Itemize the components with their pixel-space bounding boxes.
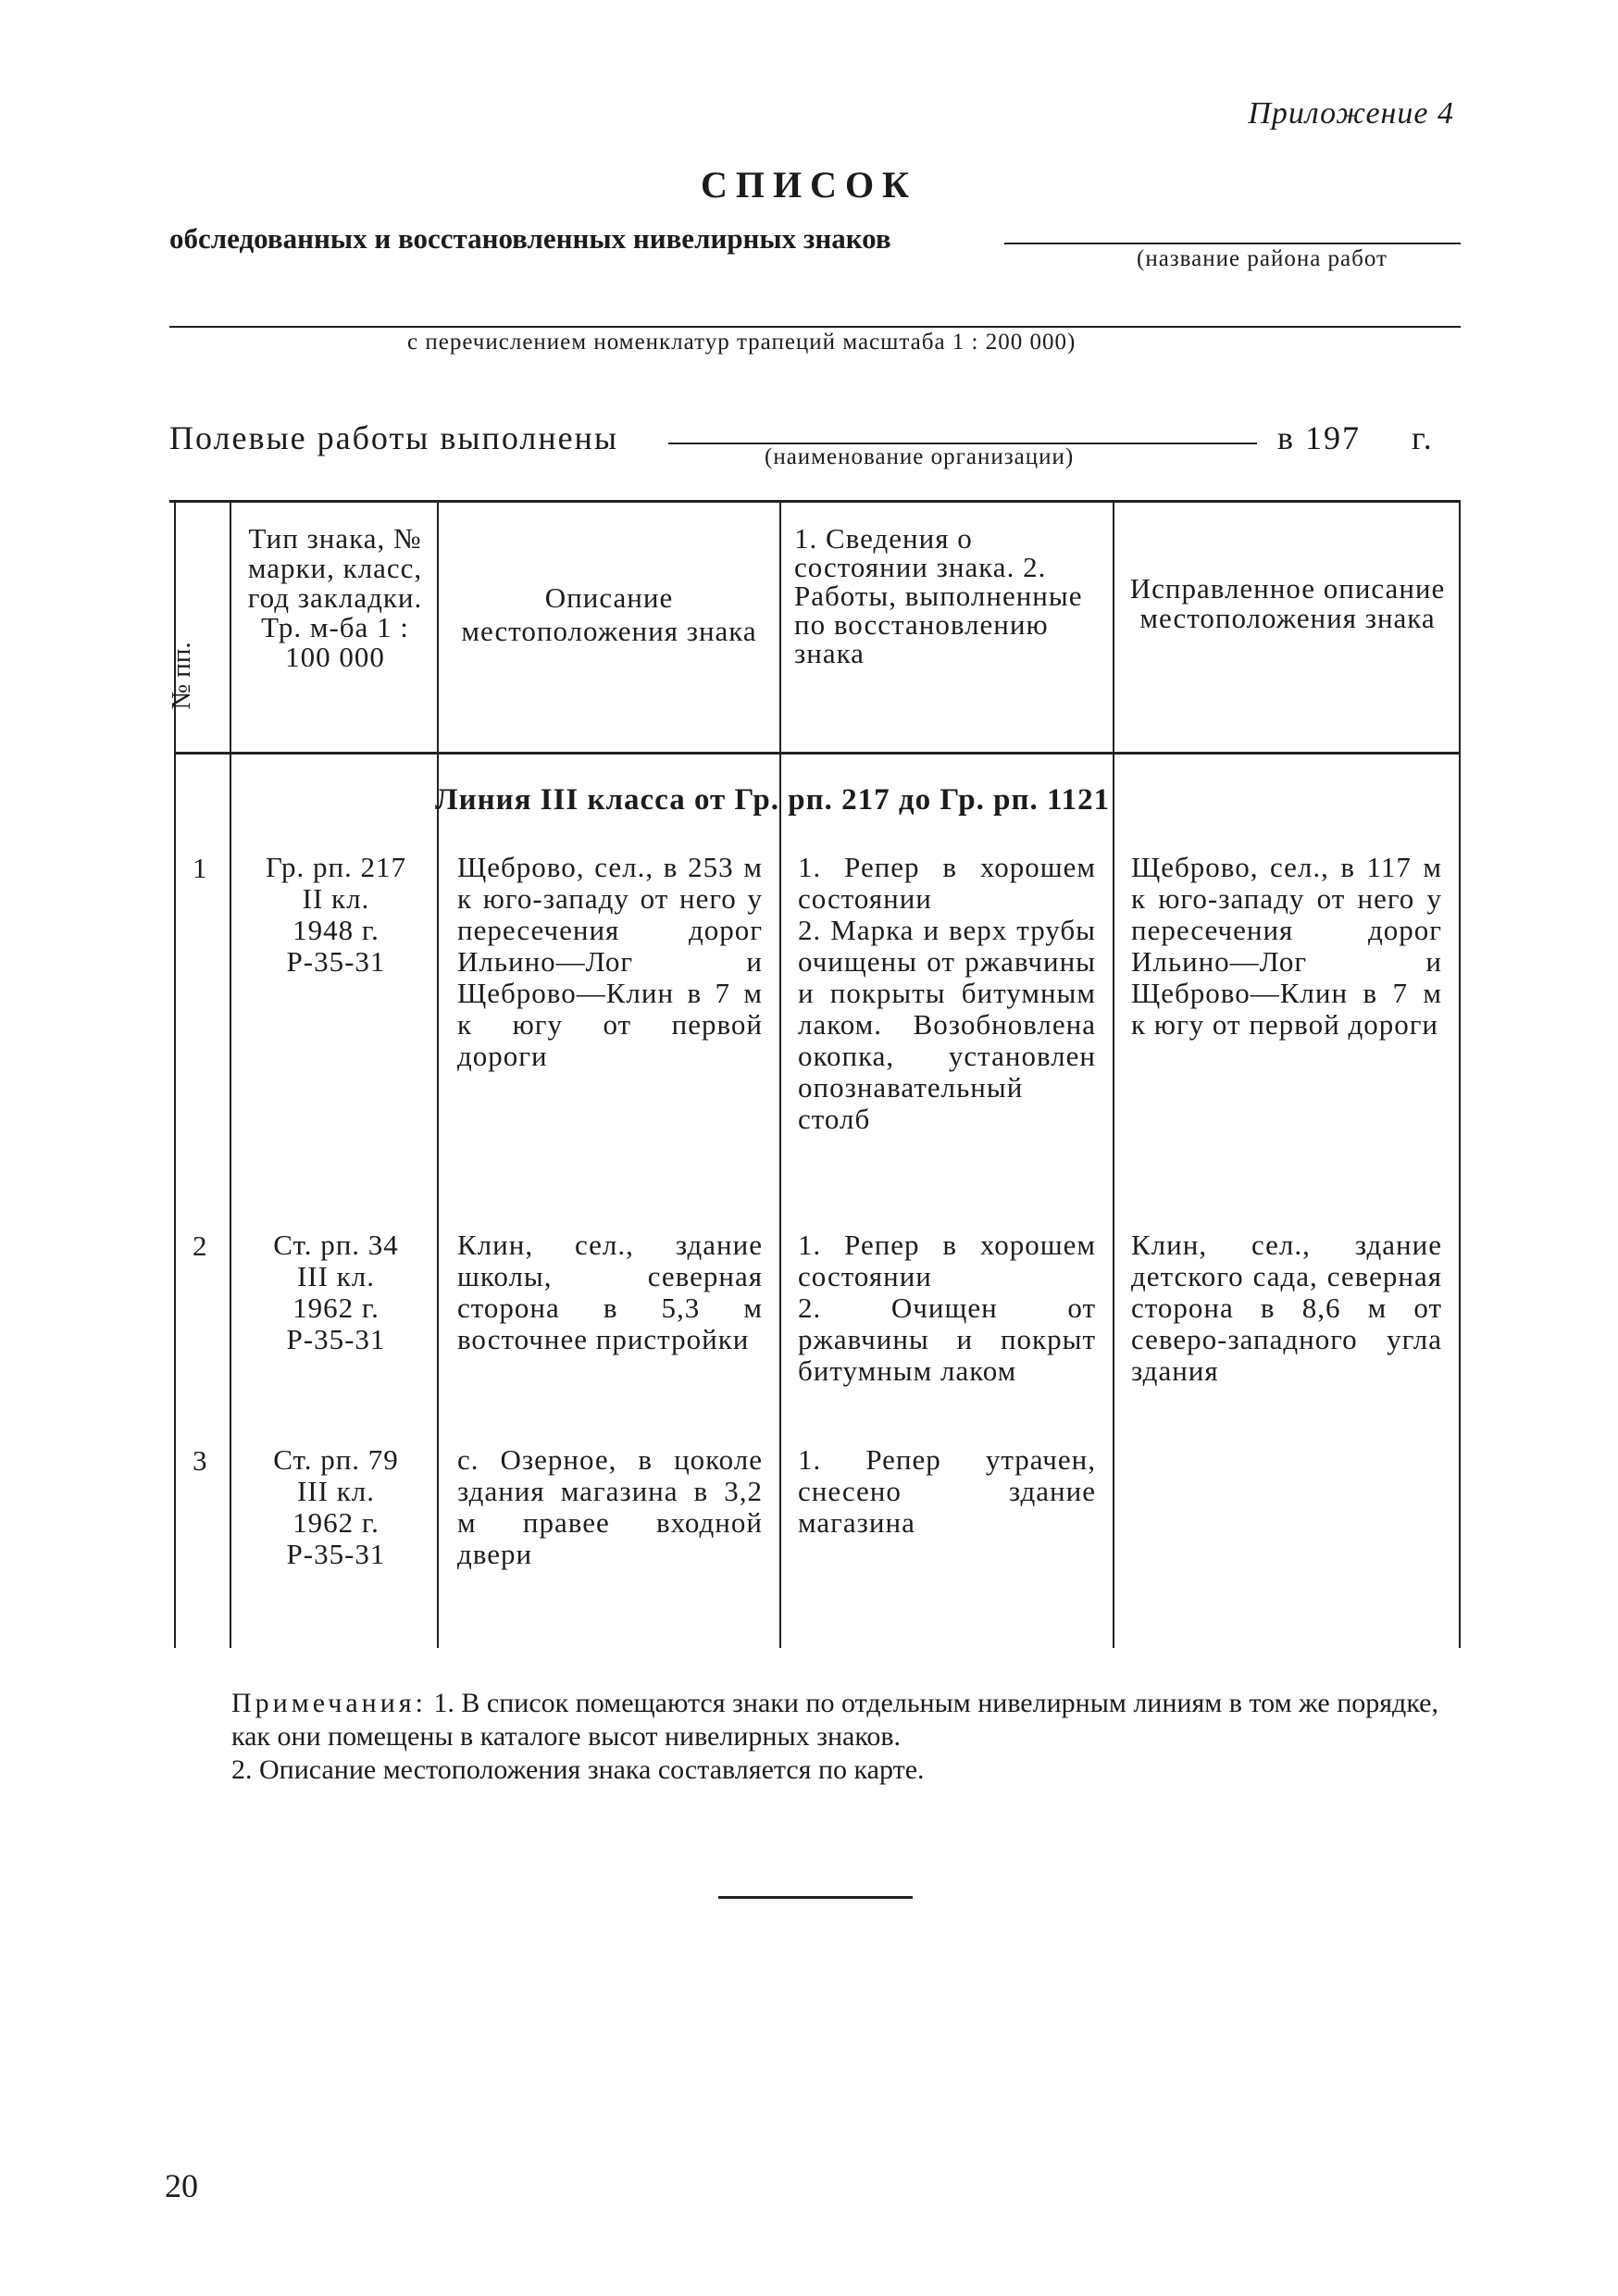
- table-header-separator: [176, 752, 1461, 755]
- row-number: 2: [193, 1229, 207, 1262]
- region-caption: (название района работ: [1137, 246, 1388, 271]
- fieldwork-year: в 197 г.: [1277, 419, 1434, 456]
- row-corrected: Щеброво, сел., в 117 м к юго-западу от него у пересечения дорог Ильино—Лог и Щеброво—Клин в 7 м к югу от первой дороги: [1131, 851, 1442, 1041]
- end-rule: [718, 1896, 913, 1899]
- col-divider-1: [230, 500, 231, 1648]
- note-1-text: 1. В список помещаются знаки по отдельным нивелирным линиям в том же порядке, как они помещены в каталоге высот нивелирных знаков.: [231, 1688, 1438, 1752]
- organization-caption: (наименование организации): [765, 444, 1075, 469]
- row-works: 1. Репер утрачен, снесено здание магазина: [798, 1443, 1096, 1539]
- header-type: Тип знака, № марки, класс, год закладки. Тр. м-ба 1 : 100 000: [247, 522, 423, 673]
- row-type: Гр. рп. 217 II кл. 1948 г. Р-35-31: [265, 851, 407, 978]
- table-top-border: [169, 500, 1461, 503]
- page-number: 20: [165, 2167, 198, 2204]
- nomenclature-caption: с перечислением номенклатур трапеций масштаба 1 : 200 000): [407, 330, 1077, 355]
- section-title: Линия III класса от Гр. рп. 217 до Гр. рп. 1121: [435, 783, 1111, 817]
- row-number: 3: [193, 1444, 207, 1477]
- note-1: [231, 1687, 1462, 1753]
- appendix-label: Приложение 4: [1248, 96, 1454, 131]
- document-subtitle: обследованных и восстановленных нивелирных знаков: [169, 222, 891, 255]
- row-location: Щеброво, сел., в 253 м к юго-западу от него у пересечения дорог Ильино—Лог и Щеброво—Клин в 7 м к югу от первой дороги: [457, 851, 763, 1072]
- row-type: Ст. рп. 34 III кл. 1962 г. Р-35-31: [273, 1229, 399, 1355]
- header-location: Описание местоположения знака: [461, 581, 757, 647]
- header-corrected: Исправленное описание местоположения знака: [1129, 572, 1446, 634]
- row-corrected: Клин, сел., здание детского сада, северная сторона в 8,6 м от северо-западного угла здания: [1131, 1229, 1442, 1387]
- document-title: СПИСОК: [700, 164, 918, 206]
- row-type: Ст. рп. 79 III кл. 1962 г. Р-35-31: [273, 1443, 399, 1570]
- notes-label: Примечания:: [231, 1688, 427, 1718]
- region-underline: [1004, 243, 1461, 244]
- fieldwork-label: Полевые работы выполнены: [169, 419, 619, 456]
- table-right-border: [1459, 500, 1461, 1648]
- col-divider-3: [779, 500, 781, 1648]
- header-works: 1. Сведения о состоянии знака. 2. Работы, выполненные по восстановлению знака: [794, 522, 1083, 669]
- row-works: 1. Репер в хорошем состоянии 2. Марка и верх трубы очищены от ржавчины и покрыты битумным лаком. Возобновлена окопка, установлен опознавательный столб: [798, 851, 1096, 1135]
- row-location: с. Озерное, в цоколе здания магазина в 3,2 м правее входной двери: [457, 1443, 763, 1570]
- row-works: 1. Репер в хорошем состоянии 2. Очищен от ржавчины и покрыт битумным лаком: [798, 1229, 1096, 1387]
- row-location: Клин, сел., здание школы, северная сторона в 5,3 м восточнее пристройки: [457, 1229, 763, 1355]
- header-number: № пп.: [167, 642, 196, 710]
- row-number: 1: [193, 852, 207, 884]
- notes-block: [231, 1687, 1462, 1787]
- note-2: 2. Описание местоположения знака составляется по карте.: [231, 1754, 925, 1785]
- col-divider-2: [437, 500, 439, 1648]
- col-divider-4: [1113, 500, 1114, 1648]
- nomenclature-underline: [169, 326, 1461, 328]
